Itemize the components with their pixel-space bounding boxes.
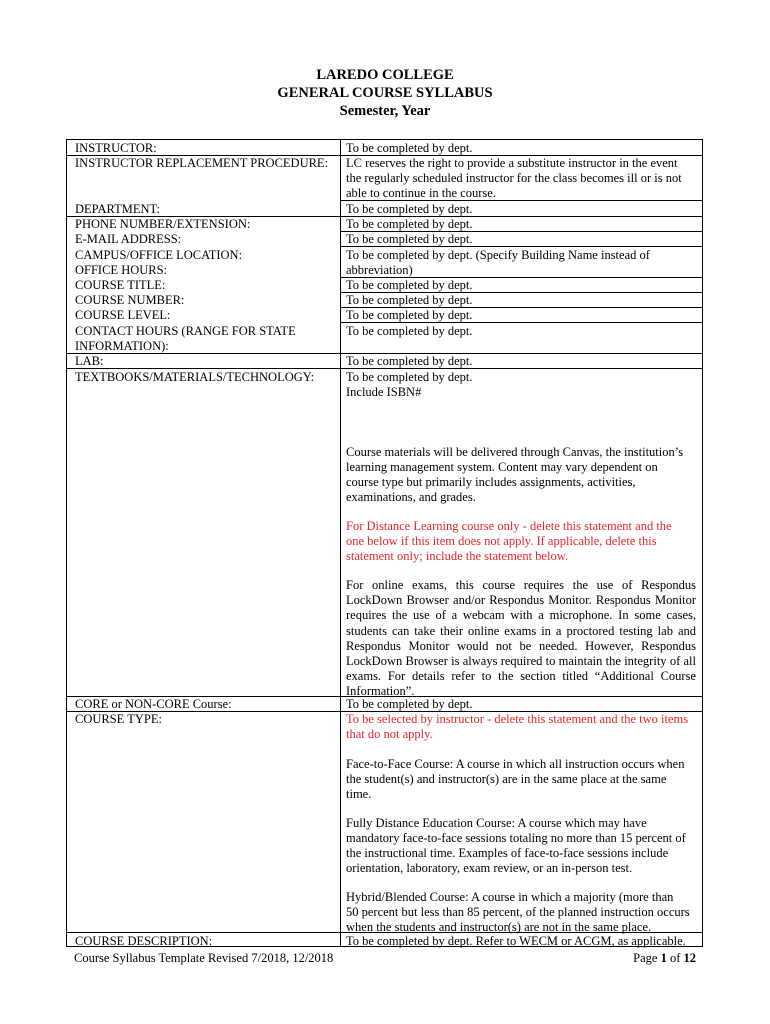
value-campus: To be completed by dept. (Specify Building Name instead of: [346, 248, 650, 262]
value-course-description: To be completed by dept. Refer to WECM or ACGM, as applicable.: [346, 934, 686, 948]
value-course-number: To be completed by dept.: [346, 293, 473, 307]
canvas-statement: Course materials will be delivered through Canvas, the institution’s: [346, 445, 684, 459]
document-subtitle: GENERAL COURSE SYLLABUS: [277, 85, 493, 101]
page-current: 1: [660, 951, 667, 965]
canvas-statement: examinations, and grades.: [346, 490, 476, 504]
label-department: DEPARTMENT:: [75, 202, 160, 216]
label-course-number: COURSE NUMBER:: [75, 293, 185, 307]
label-campus: CAMPUS/OFFICE LOCATION:: [75, 248, 243, 262]
label-lab: LAB:: [75, 354, 104, 368]
canvas-statement: learning management system. Content may vary dependent on: [346, 460, 658, 474]
document-title: LAREDO COLLEGE: [316, 67, 454, 83]
canvas-statement: course type but primarily includes assignments, activities,: [346, 475, 636, 489]
hybrid-definition: when the students and instructor(s) are not in the same place.: [346, 920, 652, 934]
page-label: Page: [633, 951, 661, 965]
value-replacement: able to continue in the course.: [346, 186, 496, 200]
hybrid-definition: 50 percent but less than 85 percent, of the planned instruction occurs: [346, 905, 690, 919]
value-isbn: Include ISBN#: [346, 385, 422, 399]
value-phone: To be completed by dept.: [346, 217, 473, 231]
distance-learning-note: statement only; include the statement below.: [346, 549, 569, 563]
label-course-type: COURSE TYPE:: [75, 712, 162, 726]
value-lab: To be completed by dept.: [346, 354, 473, 368]
syllabus-table: [66, 139, 703, 947]
value-replacement: LC reserves the right to provide a substitute instructor in the event: [346, 156, 678, 170]
online-exams-statement: For online exams, this course requires the use of Respondus LockDown Browser and/or Respondus Monitor. Respondus Monitor requires the use of a webcam with a microphone. In some cases, students can take their online exams in a proctored testing lab and Respondus Monitor would not be needed. However, Respondus LockDown Browser is always required to maintain the integrity of all exams. For details refer to the section titled “Additional Course Information”.: [346, 578, 696, 699]
label-contact-hours-cont: INFORMATION):: [75, 339, 169, 353]
distance-education-definition: the instructional time. Examples of face-to-face sessions include: [346, 846, 669, 860]
label-textbooks: TEXTBOOKS/MATERIALS/TECHNOLOGY:: [75, 370, 315, 384]
page-number: [633, 951, 696, 966]
distance-education-definition: mandatory face-to-face sessions totaling no more than 15 percent of: [346, 831, 686, 845]
value-instructor: To be completed by dept.: [346, 141, 473, 155]
footer-revision: Course Syllabus Template Revised 7/2018, 12/2018: [74, 951, 334, 965]
value-email: To be completed by dept.: [346, 232, 473, 246]
page-total: 12: [683, 951, 696, 965]
label-course-description: COURSE DESCRIPTION:: [75, 934, 213, 948]
value-campus: abbreviation): [346, 263, 413, 277]
value-textbooks: To be completed by dept.: [346, 370, 473, 384]
label-phone: PHONE NUMBER/EXTENSION:: [75, 217, 251, 231]
label-core: CORE or NON-CORE Course:: [75, 697, 232, 711]
label-email: E-MAIL ADDRESS:: [75, 232, 182, 246]
label-course-level: COURSE LEVEL:: [75, 308, 171, 322]
page-of-label: of: [666, 951, 684, 965]
value-contact-hours: To be completed by dept.: [346, 324, 473, 338]
distance-learning-note: For Distance Learning course only - delete this statement and the: [346, 519, 672, 533]
distance-education-definition: Fully Distance Education Course: A course which may have: [346, 816, 647, 830]
value-course-title: To be completed by dept.: [346, 278, 473, 292]
face-to-face-definition: Face-to-Face Course: A course in which all instruction occurs when: [346, 757, 685, 771]
distance-learning-note: one below if this item does not apply. If applicable, delete this: [346, 534, 657, 548]
column-divider: [340, 140, 341, 946]
value-course-level: To be completed by dept.: [346, 308, 473, 322]
value-replacement: the regularly scheduled instructor for the class becomes ill or is not: [346, 171, 682, 185]
face-to-face-definition: the student(s) and instructor(s) are in the same place at the same: [346, 772, 667, 786]
distance-education-definition: orientation, laboratory, exam review, or an in-person test.: [346, 861, 633, 875]
value-department: To be completed by dept.: [346, 202, 473, 216]
label-replacement: INSTRUCTOR REPLACEMENT PROCEDURE:: [75, 156, 329, 170]
label-contact-hours: CONTACT HOURS (RANGE FOR STATE: [75, 324, 296, 338]
label-course-title: COURSE TITLE:: [75, 278, 166, 292]
value-core: To be completed by dept.: [346, 697, 473, 711]
semester-year: Semester, Year: [339, 103, 431, 119]
label-instructor: INSTRUCTOR:: [75, 141, 157, 155]
face-to-face-definition: time.: [346, 787, 372, 801]
hybrid-definition: Hybrid/Blended Course: A course in which a majority (more than: [346, 890, 674, 904]
course-type-note: To be selected by instructor - delete this statement and the two items: [346, 712, 689, 726]
label-office-hours: OFFICE HOURS:: [75, 263, 168, 277]
course-type-note: that do not apply.: [346, 727, 433, 741]
